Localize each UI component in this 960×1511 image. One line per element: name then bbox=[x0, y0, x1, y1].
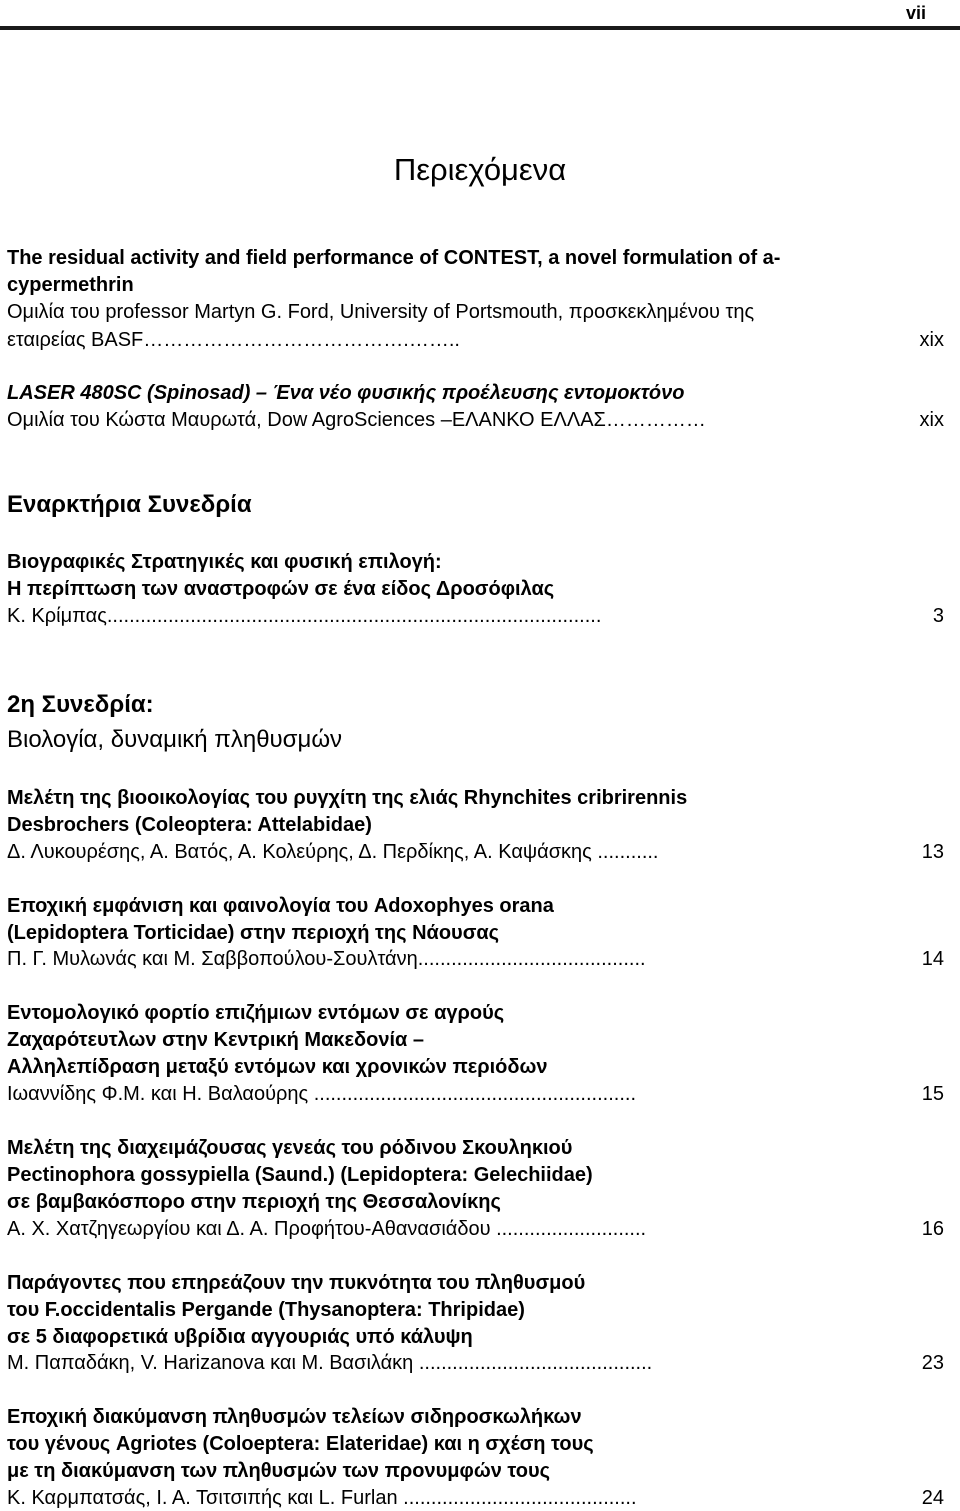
toc-entry-page: xix bbox=[919, 329, 944, 351]
toc-entry-title: Pectinophora gossypiella (Saund.) (Lepidoptera: Gelechiidae) bbox=[7, 1164, 593, 1186]
toc-entry-title: Αλληλεπίδραση μεταξύ εντόμων και χρονικών περιόδων bbox=[7, 1056, 548, 1078]
toc-entry-page: 15 bbox=[921, 1083, 944, 1105]
toc-entry-author: Π. Γ. Μυλωνάς και Μ. Σαββοπούλου-Σουλτάνη......................................... bbox=[7, 948, 646, 970]
toc-entry-author: Κ. Κρίμπας......................................................................................... bbox=[7, 605, 602, 627]
toc-entry-page: 14 bbox=[921, 948, 944, 970]
toc-entry-title: Ζαχαρότευτλων στην Κεντρική Μακεδονία – bbox=[7, 1029, 425, 1051]
toc-entry-page: 24 bbox=[921, 1487, 944, 1509]
toc-entry-page: 16 bbox=[921, 1218, 944, 1240]
section-heading: 2η Συνεδρία: bbox=[7, 691, 154, 718]
toc-entry-title: Εποχική εμφάνιση και φαινολογία του Adoxophyes orana bbox=[7, 895, 554, 917]
toc-entry-author: Α. Χ. Χατζηγεωργίου και Δ. Α. Προφήτου-Αθανασιάδου ........................... bbox=[7, 1218, 647, 1240]
toc-entry-title: Εποχική διακύμανση πληθυσμών τελείων σιδηροσκωλήκων bbox=[7, 1406, 582, 1428]
header-rule bbox=[0, 26, 960, 30]
toc-entry-author: Ομιλία του professor Martyn G. Ford, University of Portsmouth, προσκεκλημένου της bbox=[7, 301, 755, 323]
toc-entry-author: Ιωαννίδης Φ.Μ. και Η. Βαλαούρης .......................................................... bbox=[7, 1083, 636, 1105]
toc-entry-title: Παράγοντες που επηρεάζουν την πυκνότητα του πληθυσμού bbox=[7, 1272, 586, 1294]
toc-entry-title: (Lepidoptera Torticidae) στην περιοχή της Νάουσας bbox=[7, 922, 500, 944]
toc-entry-title: The residual activity and field performance of CONTEST, a novel formulation of a- bbox=[7, 247, 781, 269]
page-title: Περιεχόμενα bbox=[393, 152, 567, 187]
toc-entry-title: σε βαμβακόσπορο στην περιοχή της Θεσσαλονίκης bbox=[7, 1191, 501, 1213]
toc-entry-title: Desbrochers (Coleoptera: Attelabidae) bbox=[7, 814, 372, 836]
toc-entry-author: Κ. Καρμπατσάς, Ι. Α. Τσιτσιπής και L. Furlan .......................................... bbox=[7, 1487, 637, 1509]
toc-entry-author: Μ. Παπαδάκη, V. Harizanova και Μ. Βασιλάκη .......................................... bbox=[7, 1352, 653, 1374]
toc-entry-title: με τη διακύμανση των πληθυσμών των προνυμφών τους bbox=[7, 1460, 551, 1482]
toc-entry-title: Η περίπτωση των αναστροφών σε ένα είδος Δροσόφιλας bbox=[7, 578, 555, 600]
page-number: vii bbox=[872, 0, 960, 26]
toc-entry-title: LASER 480SC (Spinosad) – Ένα νέο φυσικής προέλευσης εντομοκτόνο bbox=[7, 382, 685, 404]
section-subheading: Βιολογία, δυναμική πληθυσμών bbox=[7, 726, 343, 753]
toc-entry-author: Δ. Λυκουρέσης, Α. Βατός, Α. Κολεύρης, Δ. Περδίκης, Α. Καψάσκης ........... bbox=[7, 841, 659, 863]
toc-entry-title: σε 5 διαφορετικά υβρίδια αγγουριάς υπό κάλυψη bbox=[7, 1326, 473, 1348]
toc-entry-title: Βιογραφικές Στρατηγικές και φυσική επιλογή: bbox=[7, 551, 442, 573]
toc-entry-page: xix bbox=[919, 409, 944, 431]
toc-entry-author: Ομιλία του Κώστα Μαυρωτά, Dow AgroSciences –ΕΛΑΝΚΟ ΕΛΛΑΣ…………… bbox=[7, 409, 706, 431]
toc-entry-title: Μελέτη της βιοοικολογίας του ρυγχίτη της ελιάς Rhynchites cribrirennis bbox=[7, 787, 688, 809]
toc-entry-title: cypermethrin bbox=[7, 274, 134, 296]
toc-entry-title: του γένους Agriotes (Coloeptera: Elateridae) και η σχέση τους bbox=[7, 1433, 594, 1455]
toc-entry-page: 23 bbox=[921, 1352, 944, 1374]
toc-entry-title: του F.occidentalis Pergande (Thysanoptera: Thripidae) bbox=[7, 1299, 525, 1321]
section-heading: Εναρκτήρια Συνεδρία bbox=[7, 491, 252, 518]
toc-entry-page: 13 bbox=[921, 841, 944, 863]
toc-entry-author: εταιρείας BASF………………………………….…….. bbox=[7, 329, 460, 351]
toc-entry-page: 3 bbox=[932, 605, 944, 627]
toc-entry-title: Εντομολογικό φορτίο επιζήμιων εντόμων σε αγρούς bbox=[7, 1002, 505, 1024]
toc-entry-title: Μελέτη της διαχειμάζουσας γενεάς του ρόδινου Σκουληκιού bbox=[7, 1137, 573, 1159]
